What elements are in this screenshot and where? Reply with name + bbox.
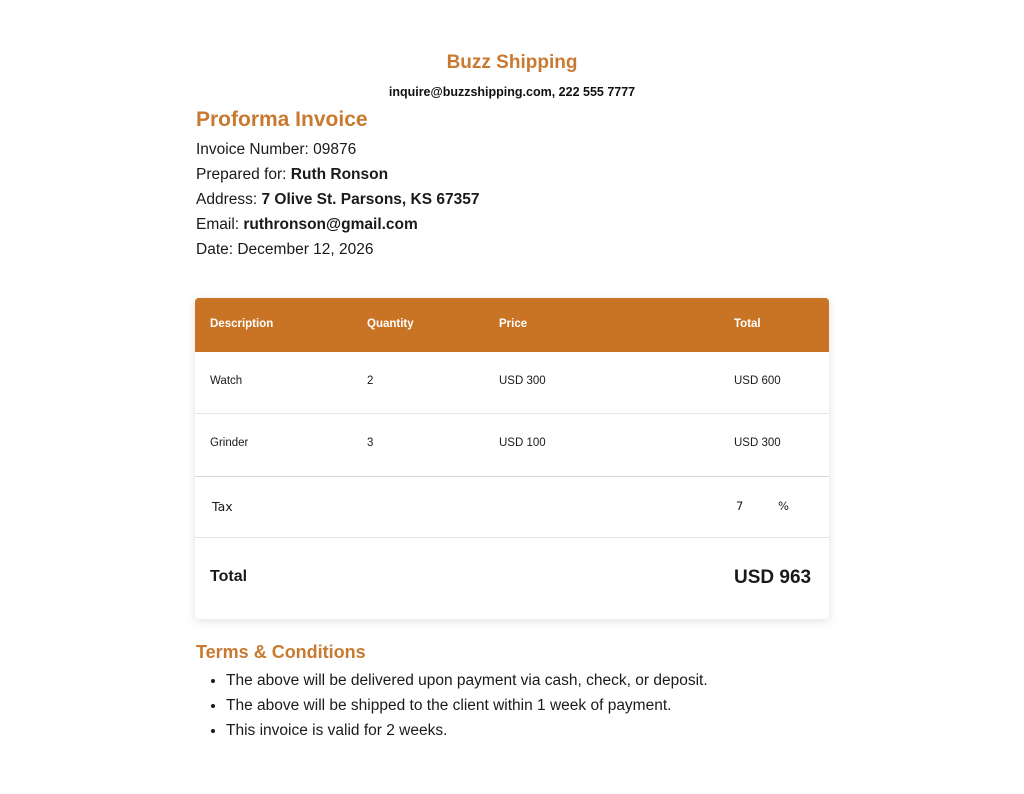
company-contact: inquire@buzzshipping.com, 222 555 7777 bbox=[388, 85, 636, 99]
terms-title: Terms & Conditions bbox=[196, 642, 366, 662]
email-value: ruthronson@gmail.com bbox=[243, 216, 418, 233]
invoice-number-line bbox=[196, 141, 356, 159]
row-total: USD 300 bbox=[734, 437, 781, 449]
list-item: • The above will be shipped to the client within 1 week of payment. bbox=[226, 695, 708, 720]
invoice-number-label: Invoice Number: bbox=[196, 141, 314, 158]
row-total: USD 600 bbox=[734, 375, 781, 387]
invoice-title: Proforma Invoice bbox=[196, 108, 368, 131]
prepared-for-line bbox=[196, 166, 388, 184]
prepared-for-label: Prepared for: bbox=[196, 166, 291, 183]
table-row bbox=[195, 352, 829, 414]
tax-value: 7 bbox=[736, 499, 744, 513]
header-description: Description bbox=[210, 318, 274, 330]
row-quantity: 3 bbox=[367, 437, 374, 449]
tax-row bbox=[195, 477, 829, 538]
email-label: Email: bbox=[196, 216, 244, 233]
terms-list bbox=[196, 670, 708, 745]
list-item: • The above will be delivered upon payment via cash, check, or deposit. bbox=[226, 670, 708, 695]
grand-total-value: USD 963 bbox=[734, 567, 812, 588]
date-line bbox=[196, 241, 374, 259]
row-description: Grinder bbox=[210, 437, 249, 449]
date-value: December 12, 2026 bbox=[237, 241, 374, 258]
grand-total-row bbox=[195, 538, 829, 619]
header-total: Total bbox=[734, 318, 761, 330]
header-quantity: Quantity bbox=[367, 318, 414, 330]
address-value: 7 Olive St. Parsons, KS 67357 bbox=[261, 191, 480, 208]
row-price: USD 300 bbox=[499, 375, 546, 387]
row-price: USD 100 bbox=[499, 437, 546, 449]
email-line bbox=[196, 216, 418, 234]
row-quantity: 2 bbox=[367, 375, 374, 387]
tax-unit: % bbox=[778, 499, 789, 513]
table-header bbox=[195, 298, 829, 352]
address-label: Address: bbox=[196, 191, 262, 208]
prepared-for-name: Ruth Ronson bbox=[290, 166, 389, 183]
invoice-table bbox=[195, 298, 829, 619]
date-label: Date: bbox=[196, 241, 238, 258]
company-name: Buzz Shipping bbox=[446, 52, 578, 73]
row-description: Watch bbox=[210, 375, 243, 387]
invoice-number: 09876 bbox=[313, 141, 357, 158]
tax-label: Tax bbox=[212, 499, 233, 514]
table-row bbox=[195, 414, 829, 477]
list-item: • This invoice is valid for 2 weeks. bbox=[226, 720, 708, 745]
grand-total-label: Total bbox=[210, 568, 248, 585]
header-price: Price bbox=[499, 318, 528, 330]
address-line bbox=[196, 191, 479, 209]
